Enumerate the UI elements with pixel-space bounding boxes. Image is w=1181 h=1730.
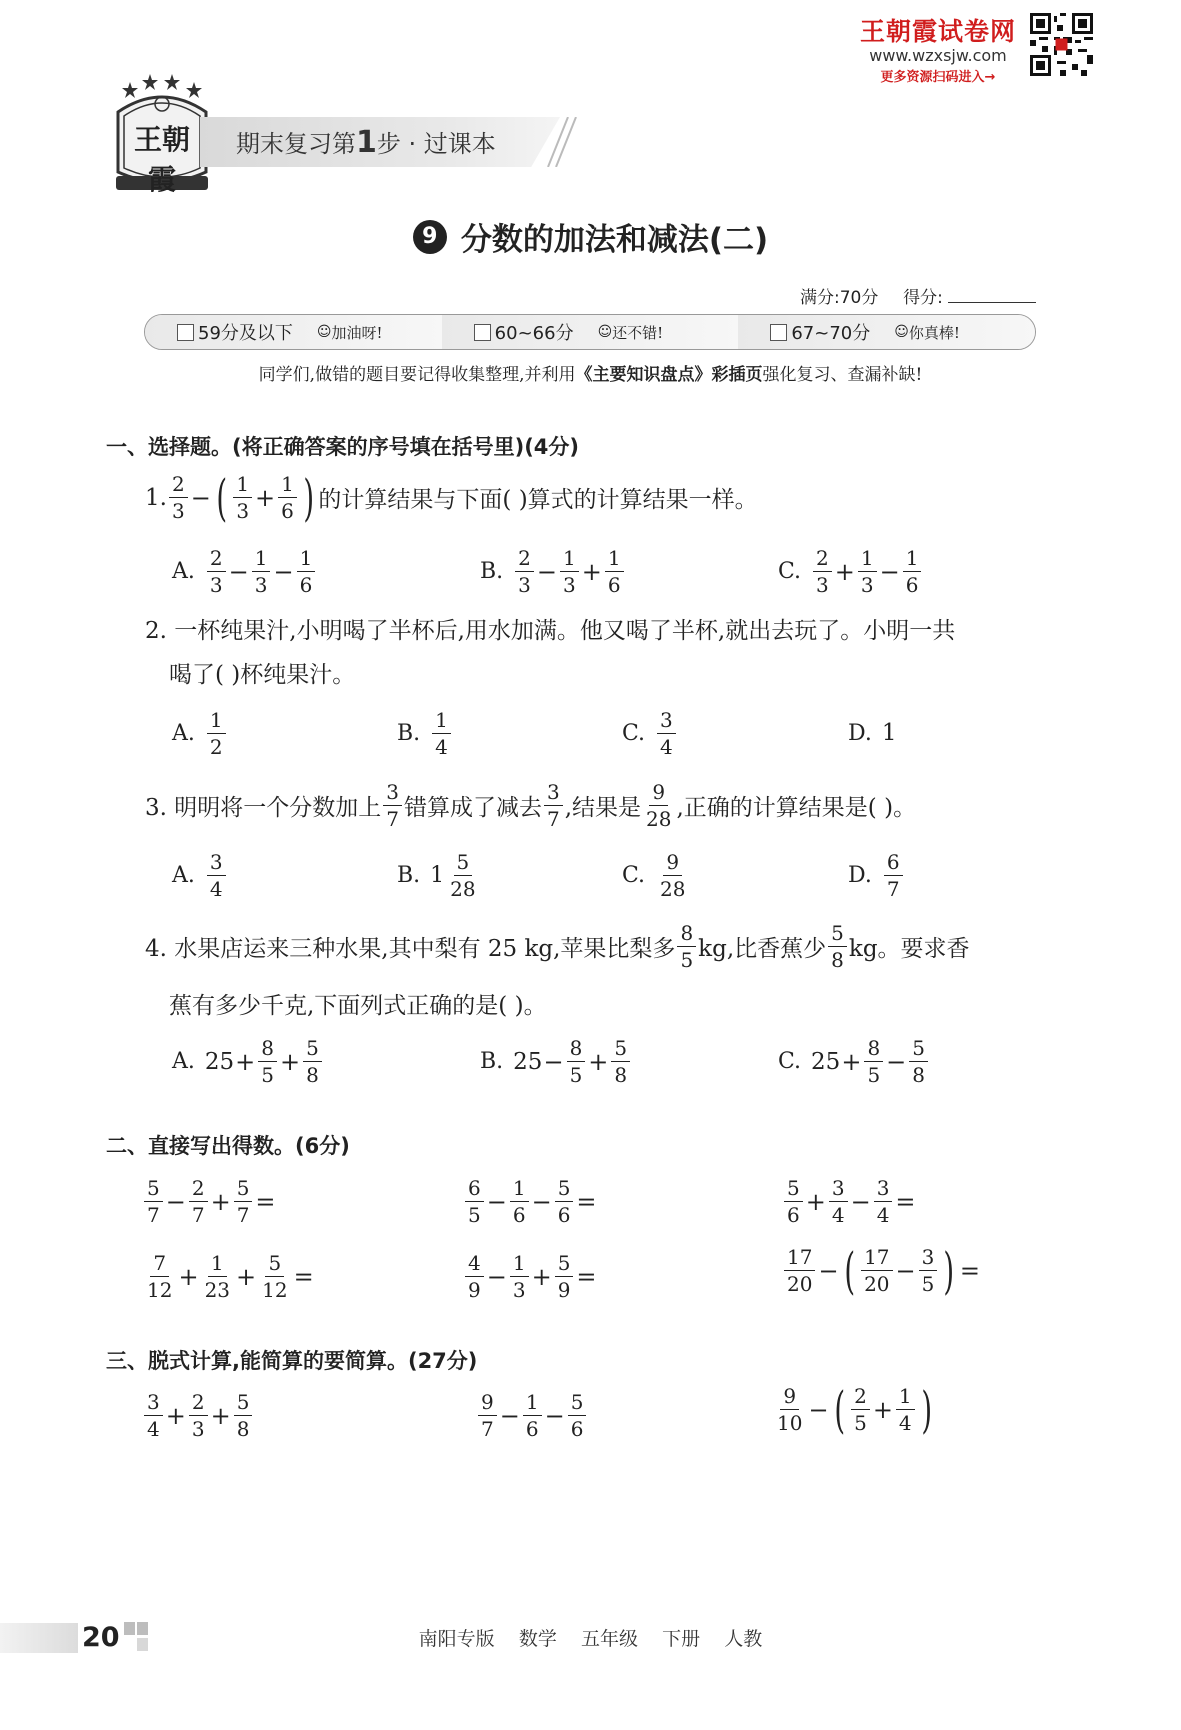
grade-checkbox-high[interactable] xyxy=(770,324,787,341)
title-number-badge: 9 xyxy=(413,220,447,254)
q4-base: 25 xyxy=(513,1048,543,1075)
s3-problem-3[interactable]: $\frac{9}{10}$ − ( $\frac{2}{5}$ + $\frac{1}{4}$ ) xyxy=(777,1380,932,1439)
option-letter: B. xyxy=(480,559,504,584)
brand-site-name: 王朝霞试卷网 xyxy=(859,17,1016,46)
q3-option-d[interactable]: D. $\frac{6}{7}$ xyxy=(848,850,905,901)
banner-pre: 期末复习第 xyxy=(236,130,356,158)
q4-mid: kg,比香蕉少 xyxy=(698,936,827,962)
section3-title: 三、脱式计算,能简算的要简算。(27分) xyxy=(106,1349,478,1373)
option-letter: B. xyxy=(397,863,421,888)
grade-item-high xyxy=(738,315,1035,349)
option-letter: A. xyxy=(172,559,195,584)
s2-problem-4[interactable]: $\frac{7}{12}$ + $\frac{1}{23}$ + $\frac{5}{12}$ = xyxy=(147,1251,314,1302)
q2-line1: 2. 一杯纯果汁,小明喝了半杯后,用水加满。他又喝了半杯,就出去玩了。小明一共 xyxy=(145,618,956,644)
option-letter: A. xyxy=(172,721,195,746)
mixed-whole: 1 xyxy=(430,863,445,888)
q1-option-b[interactable]: B. $\frac{2}{3}$ − $\frac{1}{3}$ + $\frac{1}{6}$ xyxy=(480,546,626,597)
s2-problem-1[interactable]: $\frac{5}{7}$ − $\frac{2}{7}$ + $\frac{5}{7}$ = xyxy=(142,1176,277,1227)
q2-line2: 喝了( )杯纯果汁。 xyxy=(169,662,356,688)
q1-option-c[interactable]: C. $\frac{2}{3}$ + $\frac{1}{3}$ − $\frac{1}{6}$ xyxy=(778,546,923,597)
smile-icon: ☺ xyxy=(894,324,909,340)
q4-stem: 4. 水果店运来三种水果,其中梨有 25 kg,苹果比梨多 $\frac{8}{5}$ kg,比香蕉少 $\frac{5}{8}$ kg。要求香 xyxy=(145,921,970,972)
grade-range-low: 59分及以下 xyxy=(198,323,293,344)
page-title xyxy=(0,214,1181,259)
q2-option-b[interactable]: B. $\frac{1}{4}$ xyxy=(397,708,453,759)
got-score-blank[interactable] xyxy=(948,302,1036,303)
grade-checkbox-low[interactable] xyxy=(177,324,194,341)
option-letter: D. xyxy=(848,863,872,888)
q4-option-b[interactable]: B. 25 − $\frac{8}{5}$ + $\frac{5}{8}$ xyxy=(480,1036,632,1087)
series-banner-text xyxy=(236,124,496,160)
brand-url[interactable]: www.wzxsjw.com xyxy=(869,46,1007,65)
s2-problem-6[interactable]: $\frac{17}{20}$ − ( $\frac{17}{20}$ − $\frac{3}{5}$ ) = xyxy=(782,1245,981,1296)
q2-option-d[interactable] xyxy=(848,720,897,746)
q3-option-c[interactable]: C. $\frac{9}{28}$ xyxy=(622,850,686,901)
q4-base: 25 xyxy=(204,1048,235,1075)
q3-option-a[interactable]: A. $\frac{3}{4}$ xyxy=(172,850,228,901)
banner-hatch xyxy=(540,117,580,167)
banner-step-number: 1 xyxy=(356,125,377,160)
score-line xyxy=(800,283,1036,308)
option-letter: B. xyxy=(397,721,421,746)
q2-option-a[interactable]: A. $\frac{1}{2}$ xyxy=(172,708,228,759)
notice-post: 强化复习、查漏补缺! xyxy=(762,365,923,385)
grade-bar xyxy=(144,314,1036,350)
logo-text: 王朝霞 xyxy=(133,123,190,196)
smile-icon: ☺ xyxy=(597,324,613,340)
option-letter: B. xyxy=(480,1049,504,1074)
page-number: 20 xyxy=(82,1622,120,1653)
notice xyxy=(0,360,1181,385)
q3-pre: 3. 明明将一个分数加上 xyxy=(145,795,382,821)
q4-post: kg。要求香 xyxy=(848,936,970,962)
grade-item-mid xyxy=(442,315,739,349)
q4-option-c[interactable]: C. 25 + $\frac{8}{5}$ − $\frac{5}{8}$ xyxy=(778,1036,930,1087)
logo-badge xyxy=(108,72,216,200)
option-letter: A. xyxy=(172,863,195,888)
brand-block xyxy=(848,12,1028,85)
option-letter: C. xyxy=(622,721,646,746)
q3-post: ,正确的计算结果是( )。 xyxy=(676,795,917,821)
full-score: 满分:70分 xyxy=(800,288,879,308)
grade-comment-mid: 还不错! xyxy=(612,323,664,342)
smile-icon: ☺ xyxy=(316,324,332,340)
banner-post: 步 · 过课本 xyxy=(376,130,496,158)
option-letter: C. xyxy=(778,1049,802,1074)
q4-pre: 4. 水果店运来三种水果,其中梨有 25 kg,苹果比梨多 xyxy=(145,936,676,962)
notice-bold: 《主要知识盘点》彩插页 xyxy=(575,365,763,385)
option-letter: D. xyxy=(848,720,872,746)
grade-item-low xyxy=(145,315,442,349)
q3-stem: 3. 明明将一个分数加上 $\frac{3}{7}$ 错算成了减去 $\frac{3}{7}$ ,结果是 $\frac{9}{28}$ ,正确的计算结果是( )。 xyxy=(145,780,917,831)
section1-title: 一、选择题。(将正确答案的序号填在括号里)(4分) xyxy=(106,435,580,459)
q1-stem xyxy=(145,468,758,527)
q2-d-value: 1 xyxy=(881,720,897,746)
option-letter: C. xyxy=(622,863,646,888)
grade-range-high: 67~70分 xyxy=(791,323,871,344)
q4-base: 25 xyxy=(811,1048,841,1075)
q4-line2: 蕉有多少千克,下面列式正确的是( )。 xyxy=(169,993,547,1019)
grade-range-mid: 60~66分 xyxy=(494,323,574,344)
brand-tagline: 更多资源扫码进入→ xyxy=(880,70,996,85)
q1-option-a[interactable]: A. $\frac{2}{3}$ − $\frac{1}{3}$ − $\frac{1}{6}$ xyxy=(172,546,317,597)
qr-code-icon xyxy=(1030,13,1093,76)
option-letter: C. xyxy=(778,559,802,584)
got-score-label: 得分: xyxy=(903,288,943,308)
q1-text: 的计算结果与下面( )算式的计算结果一样。 xyxy=(318,487,758,513)
s2-problem-5[interactable]: $\frac{4}{9}$ − $\frac{1}{3}$ + $\frac{5}{9}$ = xyxy=(463,1251,598,1302)
q4-option-a[interactable]: A. 25 + $\frac{8}{5}$ + $\frac{5}{8}$ xyxy=(172,1036,324,1087)
s3-problem-1[interactable]: $\frac{3}{4}$ + $\frac{2}{3}$ + $\frac{5}{8}$ xyxy=(142,1390,254,1441)
q1-number: 1. xyxy=(145,484,167,511)
title-text: 分数的加法和减法(二) xyxy=(460,222,769,258)
q1-expression: $\frac{2}{3}$ − ( $\frac{1}{3}$ + $\frac{1}{6}$ ) xyxy=(167,472,318,523)
q3-mid1: 错算成了减去 xyxy=(404,795,542,821)
grade-comment-high: 你真棒! xyxy=(908,323,960,342)
s2-problem-2[interactable]: $\frac{6}{5}$ − $\frac{1}{6}$ − $\frac{5}{6}$ = xyxy=(463,1176,598,1227)
section2-title: 二、直接写出得数。(6分) xyxy=(106,1134,350,1158)
q3-mid2: ,结果是 xyxy=(564,795,642,821)
q2-option-c[interactable]: C. $\frac{3}{4}$ xyxy=(622,708,678,759)
footer-info: 南阳专版 数学 五年级 下册 人教 xyxy=(418,1628,763,1650)
q3-option-b[interactable]: B. 1 $\frac{5}{28}$ xyxy=(397,850,476,901)
grade-checkbox-mid[interactable] xyxy=(474,324,491,341)
notice-pre: 同学们,做错的题目要记得收集整理,并利用 xyxy=(258,365,576,385)
s3-problem-2[interactable]: $\frac{9}{7}$ − $\frac{1}{6}$ − $\frac{5}{6}$ xyxy=(476,1390,588,1441)
option-letter: A. xyxy=(172,1049,195,1074)
grade-comment-low: 加油呀! xyxy=(331,323,383,342)
s2-problem-3[interactable]: $\frac{5}{6}$ + $\frac{3}{4}$ − $\frac{3}{4}$ = xyxy=(782,1176,917,1227)
